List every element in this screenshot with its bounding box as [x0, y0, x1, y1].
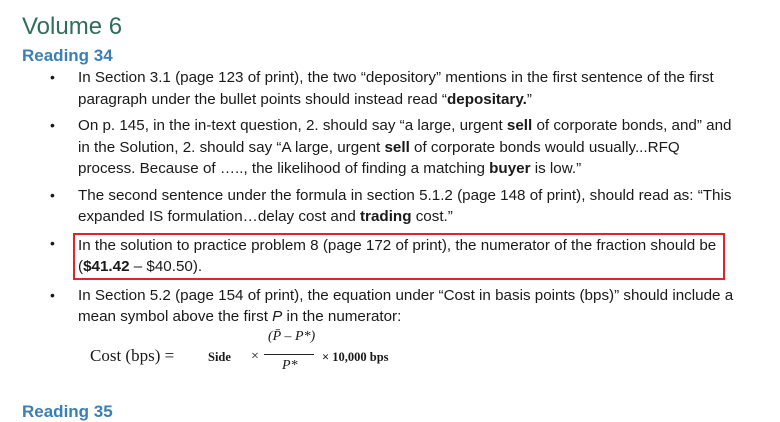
note-text: of corporate bonds would usually...RFQ process. Because of ….., the likelihood of finding a matching [78, 138, 680, 177]
formula-times: × [251, 349, 259, 364]
note-bold: sell [506, 117, 533, 134]
note-text: – $40.50). [129, 258, 203, 275]
list-item [0, 67, 760, 110]
highlighted-note [73, 233, 725, 280]
note-bold: buyer [489, 160, 531, 177]
note-text: of corporate bonds, and” and in the Solution, 2. should say “A large, urgent [78, 117, 732, 156]
bullet-icon: • [50, 286, 55, 303]
list-item [0, 115, 760, 180]
bullet-icon: • [50, 117, 55, 133]
note-bold: depositary. [446, 90, 527, 108]
list-item [0, 285, 760, 328]
bullet-icon: • [50, 234, 55, 251]
volume-title: Volume 6 [22, 13, 123, 40]
errata-list [0, 67, 760, 333]
next-reading-title: Reading 35 [22, 402, 113, 421]
note-bold: $41.42 [83, 258, 130, 275]
bullet-icon: • [50, 69, 55, 85]
list-item [0, 233, 760, 280]
note-text: The second sentence under the formula in section 5.1.2 (page 148 of print), should read as: “This expanded IS formulation…delay cost and [78, 186, 732, 225]
note-text: is low.” [530, 160, 582, 177]
formula-denominator: P* [282, 358, 298, 373]
formula-rhs: × 10,000 bps [322, 350, 389, 364]
formula-numerator: (P̄ – P*) [268, 329, 316, 344]
fraction-bar [264, 354, 314, 355]
note-text: in the numerator: [282, 308, 402, 325]
note-bold: sell [384, 138, 410, 156]
note-text: In Section 3.1 (page 123 of print), the two “depository” mentions in the first sentence of the first paragraph under the bullet points should instead read “ [78, 69, 714, 108]
note-text: ” [526, 90, 532, 108]
list-item [0, 185, 760, 228]
note-text: cost.” [411, 208, 453, 225]
note-italic: P [272, 308, 283, 325]
note-text: In Section 5.2 (page 154 of print), the equation under “Cost in basis points (bps)” should include a mean symbol above the first [78, 286, 734, 325]
note-text: On p. 145, in the in-text question, 2. should say “a large, urgent [78, 117, 507, 134]
reading-title: Reading 34 [22, 46, 113, 65]
bullet-icon: • [50, 186, 55, 203]
note-text: In the solution to practice problem 8 (page 172 of print), the numerator of the fraction should be ( [78, 236, 717, 275]
cost-formula [90, 327, 450, 385]
formula-side: Side [208, 350, 231, 364]
note-bold: trading [360, 208, 412, 225]
formula-lhs: Cost (bps) = [90, 346, 175, 365]
formula-fraction [260, 327, 320, 385]
